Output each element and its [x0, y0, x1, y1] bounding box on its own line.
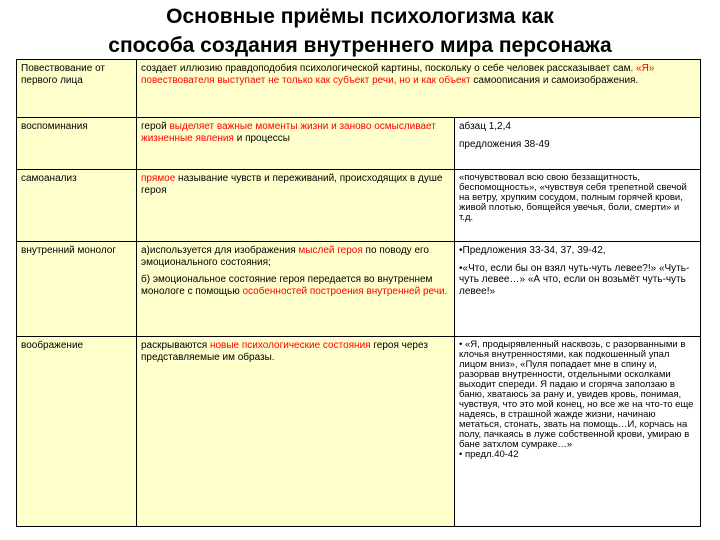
table-row	[17, 60, 701, 118]
technique-name: Повествование от первого лица	[21, 63, 105, 86]
title-line-1: Основные приёмы психологизма как	[166, 5, 554, 28]
technique-example-cell	[455, 118, 701, 170]
title-line-2: способа создания внутреннего мира персонажа	[108, 34, 612, 57]
description-highlight: выделяет важные моменты жизни и заново осмысливает жизненные явления	[141, 121, 436, 144]
technique-example-cell	[455, 242, 701, 337]
example-line: «почувствовал всю свою беззащитность, беспомощность», «чувствуя себя трепетной свечой на ветру, хрупким сосудом, полным горячей крови, живой плотью, боящейся увечья, боли, смерти» и т.д.	[459, 172, 687, 223]
technique-name: самоанализ	[21, 173, 77, 184]
technique-description-cell	[137, 170, 455, 242]
description-highlight: особенностей построения внутренней речи.	[242, 285, 448, 297]
slide-title	[0, 2, 720, 60]
technique-name: внутренний монолог	[21, 245, 116, 256]
description-highlight: новые психологические состояния	[209, 340, 371, 351]
description-paragraph-b	[141, 274, 450, 297]
description-part: самоописания и самоизображения.	[470, 74, 639, 86]
description-part: и процессы	[233, 132, 290, 144]
technique-name-cell	[17, 118, 137, 170]
description-part: создает иллюзию правдоподобия психологической картины, поскольку о себе человек рассказывает сам.	[141, 63, 637, 74]
example-line: • «Я, продырявленный насквозь, с разорванными в клочья внутренностями, как подкошенный упал лицом вниз», «Пуля попадает мне в спину и, разорвав внутренности, отдельными осколками выходит спереди. Я падаю и сгоряча заползаю в баню, хватаюсь за рану и, увидев кровь, понимая, чувствуя, что это мой конец, но все же на что-то еще надеясь, в страшной жажде жизни, начинаю метаться, стонать, звать на помощь…И, корчась на полу, пачкаясь в луже собственной крови, умираю в бане затхлом сумраке…»	[459, 339, 694, 450]
technique-name-cell	[17, 242, 137, 337]
technique-name: воображение	[21, 340, 84, 351]
description-paragraph-a	[141, 245, 450, 268]
example-line: • предл.40-42	[459, 449, 519, 460]
description-part: называние чувств и переживаний, происходящих в душе героя	[141, 173, 443, 196]
table-row	[17, 337, 701, 527]
technique-name-cell	[17, 170, 137, 242]
description-part: а)используется для изображения	[141, 245, 299, 256]
techniques-table	[16, 59, 701, 527]
table-row	[17, 242, 701, 337]
description-highlight: «Я» повествователя выступает не только как субъект речи, но и как объект	[141, 63, 655, 86]
description-part: раскрываются	[141, 340, 210, 351]
description-highlight: мыслей героя	[298, 245, 363, 256]
technique-description-cell	[137, 118, 455, 170]
example-line: абзац 1,2,4	[459, 121, 511, 132]
technique-example-cell	[455, 170, 701, 242]
description-highlight: прямое	[141, 173, 176, 184]
table-row	[17, 170, 701, 242]
technique-example-cell	[455, 337, 701, 527]
example-line: •«Что, если бы он взял чуть-чуть левее?!» «Чуть-чуть левее…» «А что, если он возьмёт чуть-чуть левее!»	[459, 262, 690, 297]
description-part: герой	[141, 121, 170, 132]
technique-name-cell	[17, 337, 137, 527]
description-part: б) эмоциональное состояние героя передается во внутреннем монологе с помощью	[141, 274, 433, 297]
technique-description-cell	[137, 242, 455, 337]
technique-name: воспоминания	[21, 121, 88, 132]
description-part: героя через представляемые им образы.	[141, 340, 428, 363]
example-line: предложения 38-49	[459, 138, 550, 150]
technique-description-cell	[137, 337, 455, 527]
technique-name-cell	[17, 60, 137, 118]
table-row	[17, 118, 701, 170]
description-part: по поводу его эмоционального состояния;	[141, 245, 429, 268]
example-line: •Предложения 33-34, 37, 39-42,	[459, 245, 606, 256]
technique-description-cell	[137, 60, 701, 118]
